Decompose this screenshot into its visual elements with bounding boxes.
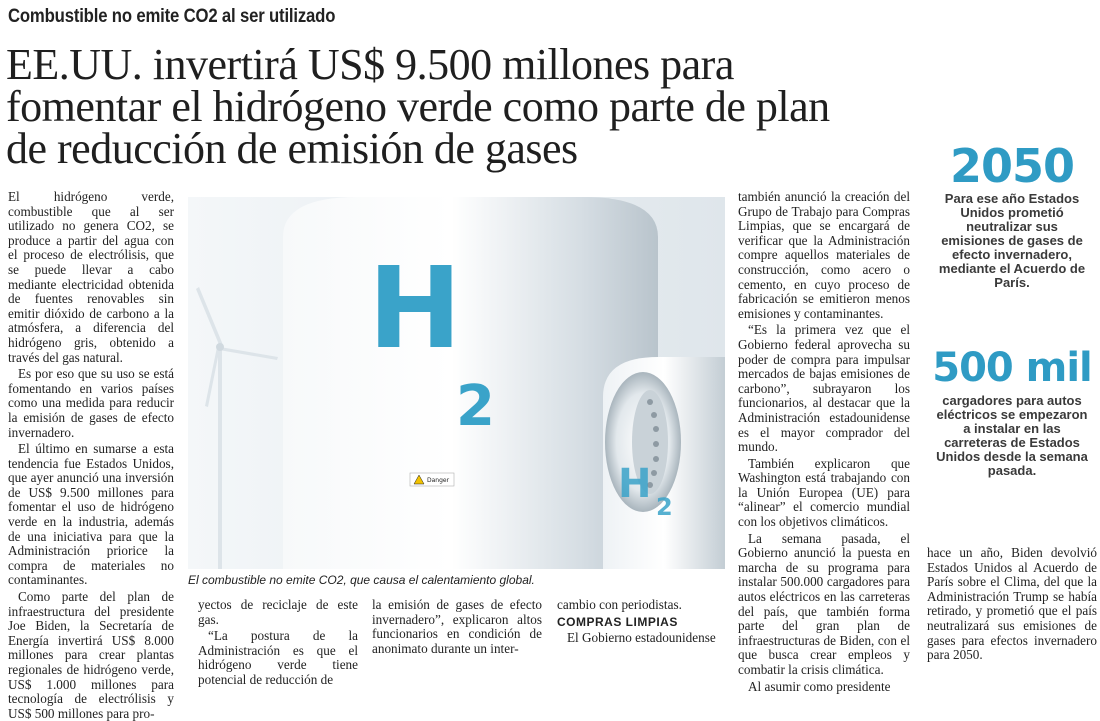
article-column-6	[927, 546, 1097, 670]
stats-sidebar	[927, 140, 1097, 526]
stat-number-500-mil: 500 mil	[932, 345, 1092, 391]
tank-label-h: H	[368, 244, 462, 374]
paragraph: también anunció la creación del Grupo de Trabajo para Compras Limpias, que se encargará de verificar que la Administración compre aquellos materiales de construcción, como acero o cemento, en cuyo proceso de fabricación se emitieron menos emisiones y contaminantes.	[738, 189, 910, 321]
paragraph: Al asumir como presidente	[748, 678, 891, 694]
warning-sticker	[410, 473, 454, 486]
article-column-1	[8, 189, 174, 721]
paragraph: “Es la primera vez que el Gobierno federal aprovecha su poder de compra para impulsar mercados de bajas emisiones de carbono”, subrayaron los funcionarios, al destacar que la Administración estadounidense es el mayor comprador del mundo.	[738, 322, 910, 455]
photo-illustration	[188, 197, 725, 569]
paragraph: También explicaron que Washington está trabajando con la Unión Europea (UE) para “alinear” el comercio mundial con los objetivos climáticos.	[738, 455, 910, 530]
photo-caption: El combustible no emite CO2, que causa el calentamiento global.	[188, 573, 535, 587]
paragraph: Es por eso que su uso se está fomentando en varios países como una medida para reducir la emisión de gases de efecto invernadero.	[8, 366, 174, 440]
paragraph: yectos de reciclaje de este gas.	[198, 597, 358, 627]
article-headline	[6, 40, 926, 173]
paragraph: El hidrógeno verde, combustible que al ser utilizado no genera CO2, se produce a partir del agua con el proceso de electrólisis, que se puede llevar a cabo mediante electricidad obtenida de fuentes renovables sin emitir dióxido de carbono a la atmósfera, a diferencia del hidrógeno gris, obtenido a través del gas natural.	[8, 189, 174, 365]
section-subhead: COMPRAS LIMPIAS	[557, 614, 678, 629]
warning-text: Danger	[427, 477, 450, 484]
paragraph: Como parte del plan de infraestructura del presidente Joe Biden, la Secretaría de Energía invertirá US$ 8.000 millones para crear plantas regionales de hidrógeno verde, US$ 1.000 millones para tecnología de electrólisis y US$ 500 millones para pro-	[8, 589, 174, 721]
stat-number-2050: 2050	[949, 139, 1075, 193]
tank-label-small-2: 2	[656, 493, 673, 521]
headline-line-1: EE.UU. invertirá US$ 9.500 millones para	[6, 40, 734, 89]
paragraph: hace un año, Biden devolvió Estados Unidos al Acuerdo de París sobre el Clima, del que la Administración Trump se había retirado, y prometió que el país neutralizará sus emisiones de gases para efectos invernadero para 2050.	[927, 545, 1097, 663]
stat-text-500-mil: cargadores para autos eléctricos se empezaron a instalar en las carreteras de Estados Unidos desde la semana pasada.	[936, 393, 1088, 478]
paragraph: “La postura de la Administración es que el hidrógeno verde tiene potencial de reducción de	[198, 628, 358, 687]
paragraph: El último en sumarse a esta tendencia fue Estados Unidos, que ayer anunció una inversión de US$ 9.500 millones para fomentar el uso de hidrógeno verde en la industria, además de una iniciativa para que la Administración priorice la compra de materiales no contaminantes.	[8, 441, 174, 588]
paragraph: La semana pasada, el Gobierno anunció la puesta en marcha de su programa para instalar 500.000 cargadores para autos eléctricos en las carreteras del país, que también forma parte del gran plan de infraestructuras de Biden, con el que busca crear empleos y combatir la crisis climática.	[738, 530, 910, 677]
stat-text-2050: Para ese año Estados Unidos prometió neutralizar sus emisiones de gases de efecto invernadero, mediante el Acuerdo de París.	[938, 191, 1086, 290]
headline-line-2: fomentar el hidrógeno verde como parte de plan	[6, 82, 830, 131]
article-column-3	[372, 598, 542, 668]
hydrogen-tanks-photo	[188, 197, 725, 569]
paragraph: la emisión de gases de efecto invernadero”, explicaron altos funcionarios en condición de anonimato durante un inter-	[372, 597, 542, 656]
tank-label-small-h: H	[618, 461, 652, 507]
headline-line-3: de reducción de emisión de gases	[6, 124, 578, 173]
article-column-4	[557, 598, 727, 668]
article-kicker: Combustible no emite CO2 al ser utilizado	[8, 6, 336, 27]
tank-label-2: 2	[456, 374, 495, 439]
paragraph: cambio con periodistas.	[557, 597, 682, 612]
article-column-2	[198, 597, 358, 687]
paragraph: El Gobierno estadounidense	[567, 630, 716, 646]
article-column-5	[738, 189, 910, 694]
